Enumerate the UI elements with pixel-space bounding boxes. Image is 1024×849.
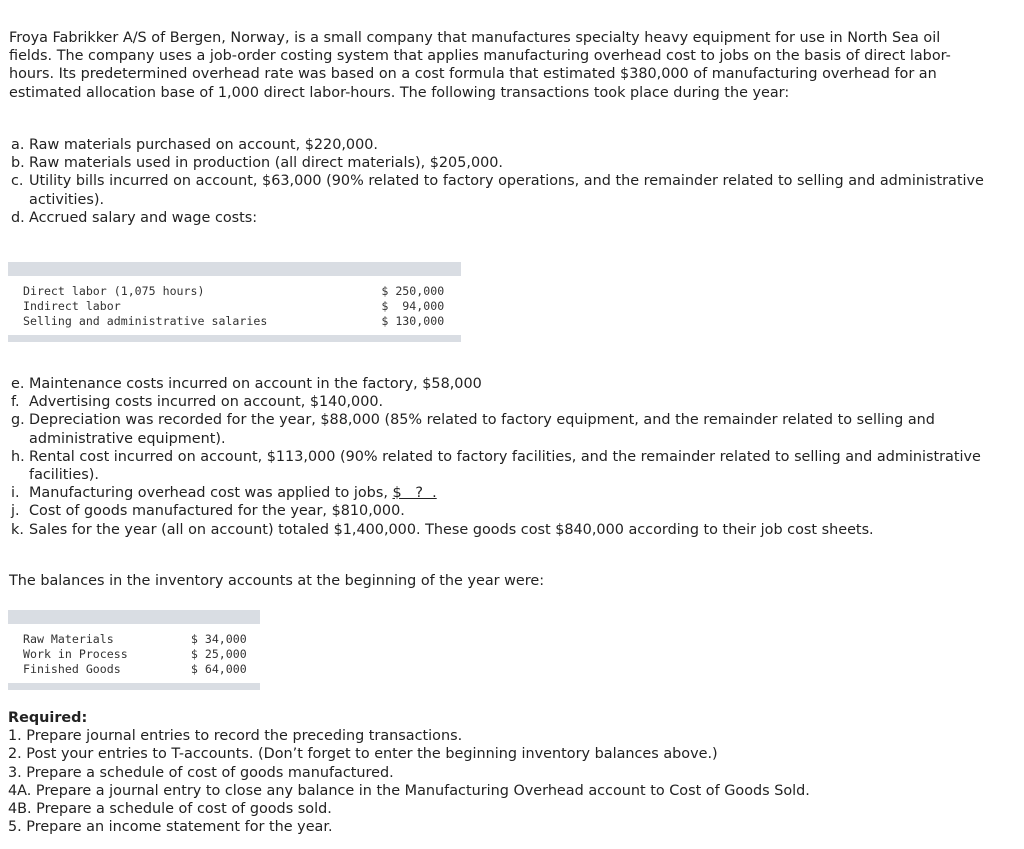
inventory-balances-table [8,610,260,690]
transaction-label: a. [11,137,25,153]
transaction-list-e-to-k [11,375,1011,539]
problem-intro: Froya Fabrikker A/S of Bergen, Norway, is a small company that manufactures specialty heavy equipment for use in North Sea oil fields. The company uses a job-order costing system that applies manufacturing overhead cost to jobs on the basis of direct labor-hours. Its predetermined overhead rate was based on a cost formula that estimated $380,000 of manufacturing overhead for an estimated allocation base of 1,000 direct labor-hours. The following transactions took place during the year: [9,30,951,101]
required-item: 3. Prepare a schedule of cost of goods manufactured. [8,764,394,781]
transaction-item [11,154,1011,172]
transaction-label: e. [11,376,25,392]
required-section [8,709,810,836]
transaction-item [11,484,1011,502]
row-value: $ 94,000 [381,299,445,313]
required-heading: Required: [8,710,88,726]
transaction-label: i. [11,485,20,502]
required-item: 1. Prepare journal entries to record the preceding transactions. [8,728,463,745]
transaction-item [11,136,1011,154]
table-footer-bar [8,683,260,690]
transaction-item [11,375,1011,393]
transaction-text: Rental cost incurred on account, $113,000 (90% related to factory facilities, and the remainder related to selling and administrative facilities). [29,448,981,484]
transaction-list-a-to-d [11,136,1011,227]
table-row [23,314,461,329]
row-label: Direct labor (1,075 hours) [23,284,205,298]
table-body [8,624,260,683]
transaction-label: g. [11,412,25,429]
transaction-text [29,484,1011,502]
transaction-item [11,393,1011,411]
transaction-item [11,448,1011,484]
transaction-text: Utility bills incurred on account, $63,000 (90% related to factory operations, and the remainder related to selling and administrative activities). [29,173,984,208]
row-value: $ 250,000 [381,284,445,298]
table-header-bar [8,610,260,624]
table-row [23,284,461,299]
transaction-label: b. [11,155,25,172]
table-header-bar [8,262,461,276]
transaction-text: Raw materials used in production (all direct materials), $205,000. [29,155,503,172]
transaction-label: h. [11,448,25,465]
transaction-item [11,172,1011,208]
row-value: $ 130,000 [381,314,445,328]
answer-blank: $ ? . [392,485,437,502]
transaction-text: Raw materials purchased on account, $220,000. [29,137,378,153]
required-item: 4A. Prepare a journal entry to close any balance in the Manufacturing Overhead account to Cost of Goods Sold. [8,782,810,799]
transaction-item [11,209,1011,227]
row-label: Finished Goods [23,662,121,676]
row-label: Indirect labor [23,299,121,313]
required-item: 5. Prepare an income statement for the year. [8,819,333,836]
row-value: $ 34,000 [190,632,247,646]
table-row [23,662,260,677]
table-row [23,299,461,314]
table-row [23,632,260,647]
transaction-text: Maintenance costs incurred on account in the factory, $58,000 [29,376,482,392]
table-body [8,276,461,335]
table-row [23,647,260,662]
transaction-label: j. [11,503,20,520]
transaction-text: Accrued salary and wage costs: [29,209,258,226]
transaction-text-main: Manufacturing overhead cost was applied to jobs, [29,485,393,502]
row-label: Selling and administrative salaries [23,314,268,328]
transaction-label: k. [11,521,24,538]
transaction-label: c. [11,173,24,190]
salary-wage-table [8,262,461,342]
row-value: $ 64,000 [190,662,247,676]
row-label: Raw Materials [23,632,114,646]
balances-intro: The balances in the inventory accounts at the beginning of the year were: [9,573,545,589]
transaction-item [11,411,1011,447]
transaction-item [11,502,1011,520]
row-label: Work in Process [23,647,128,661]
row-value: $ 25,000 [190,647,247,661]
transaction-text: Advertising costs incurred on account, $140,000. [29,394,384,411]
transaction-label: f. [11,394,20,411]
transaction-text: Cost of goods manufactured for the year, $810,000. [29,503,405,520]
table-footer-bar [8,335,461,342]
transaction-text: Depreciation was recorded for the year, $88,000 (85% related to factory equipment, and the remainder related to selling and administrative equipment). [29,412,935,447]
transaction-text: Sales for the year (all on account) totaled $1,400,000. These goods cost $840,000 according to their job cost sheets. [29,521,874,538]
required-item: 2. Post your entries to T-accounts. (Don’t forget to enter the beginning inventory balances above.) [8,746,718,763]
required-item: 4B. Prepare a schedule of cost of goods sold. [8,801,332,818]
transaction-label: d. [11,209,25,226]
transaction-item [11,521,1011,539]
